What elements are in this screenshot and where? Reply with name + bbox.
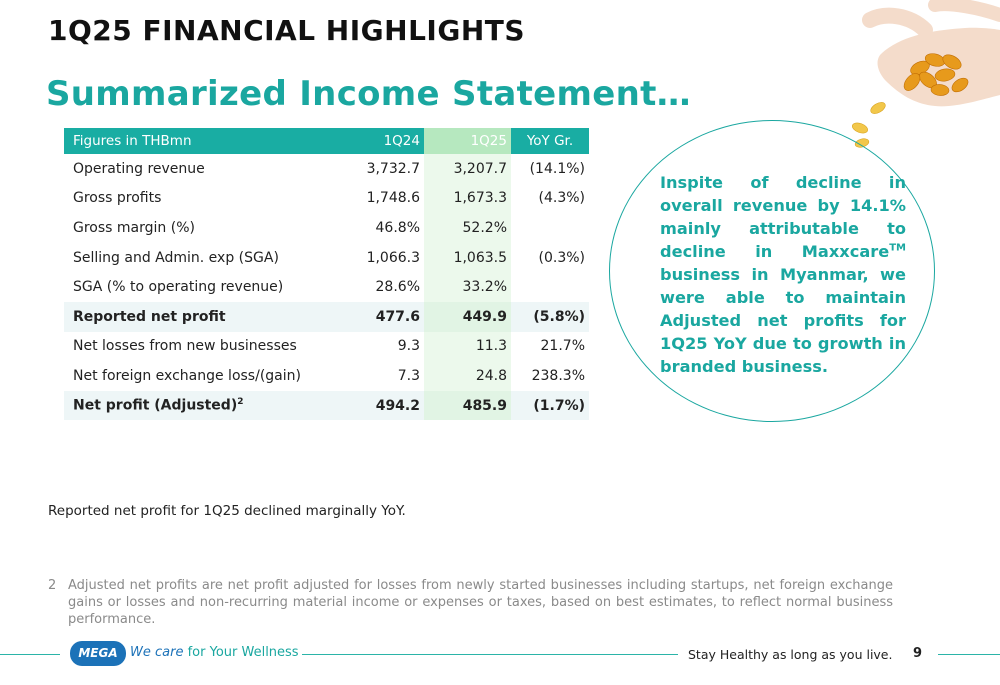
row-label: Gross profits xyxy=(73,190,162,207)
row-1q25: 33.2% xyxy=(424,272,511,302)
footnote xyxy=(48,577,893,628)
row-label: SGA (% to operating revenue) xyxy=(73,279,284,296)
summary-note: Reported net profit for 1Q25 declined marginally YoY. xyxy=(48,503,406,519)
footer-divider-left xyxy=(0,654,60,655)
section-subtitle: Summarized Income Statement… xyxy=(46,74,691,114)
table-row xyxy=(64,213,589,243)
table-row xyxy=(64,243,589,273)
footnote-number: 2 xyxy=(48,578,57,593)
row-yoy: (1.7%) xyxy=(511,391,589,421)
page-number: 9 xyxy=(913,646,923,661)
callout-text-part2: business in Myanmar, we were able to maintain Adjusted net profits for 1Q25 YoY due to growth in branded business. xyxy=(660,265,906,376)
tagline-rest: for Your Wellness xyxy=(187,645,299,660)
trademark-mark: TM xyxy=(889,242,906,254)
footnote-marker: 2 xyxy=(237,397,244,408)
row-1q25: 1,673.3 xyxy=(424,184,511,214)
row-yoy xyxy=(511,213,589,243)
row-label xyxy=(64,391,360,421)
row-label: Reported net profit xyxy=(64,302,360,332)
row-label: Gross margin (%) xyxy=(73,219,195,236)
row-1q24: 9.3 xyxy=(397,338,420,355)
row-1q25: 3,207.7 xyxy=(424,154,511,184)
row-1q25: 24.8 xyxy=(424,361,511,391)
row-1q25: 1,063.5 xyxy=(424,243,511,273)
footer-tagline xyxy=(130,645,299,660)
row-label-text: Net profit (Adjusted) xyxy=(73,397,238,414)
callout-text-part1: Inspite of decline in overall revenue by 14.1% mainly attributable to decline in Maxxcare xyxy=(660,173,906,261)
tagline-brand: We care xyxy=(130,645,184,660)
header-1q24: 1Q24 xyxy=(360,128,424,154)
row-yoy: 21.7% xyxy=(540,338,585,355)
row-1q25: 485.9 xyxy=(424,391,511,421)
row-1q24: 1,066.3 xyxy=(366,249,420,266)
row-yoy: (5.8%) xyxy=(511,302,589,332)
row-1q24: 1,748.6 xyxy=(366,190,420,207)
row-1q24: 28.6% xyxy=(375,279,420,296)
table-row xyxy=(64,154,589,184)
table-row xyxy=(64,302,589,332)
row-1q24: 46.8% xyxy=(375,219,420,236)
row-1q24: 7.3 xyxy=(397,367,420,384)
row-label: Net losses from new businesses xyxy=(73,338,297,355)
row-yoy: (14.1%) xyxy=(529,160,585,177)
row-yoy xyxy=(511,272,589,302)
table-row xyxy=(64,272,589,302)
row-yoy: 238.3% xyxy=(531,367,585,384)
table-row xyxy=(64,391,589,421)
row-1q25: 11.3 xyxy=(424,332,511,362)
row-1q25: 52.2% xyxy=(424,213,511,243)
row-1q24: 494.2 xyxy=(360,391,424,421)
table-row xyxy=(64,332,589,362)
row-yoy: (0.3%) xyxy=(538,249,585,266)
page-title: 1Q25 FINANCIAL HIGHLIGHTS xyxy=(48,14,526,47)
table-row xyxy=(64,361,589,391)
table-row xyxy=(64,184,589,214)
row-yoy: (4.3%) xyxy=(538,190,585,207)
row-label: Selling and Admin. exp (SGA) xyxy=(73,249,279,266)
header-1q25: 1Q25 xyxy=(424,128,511,154)
callout-text xyxy=(660,171,906,378)
row-label: Operating revenue xyxy=(73,160,205,177)
income-statement-table xyxy=(64,128,589,420)
footnote-text: Adjusted net profits are net profit adjusted for losses from newly started businesses including startups, net foreign exchange gains or losses and non-recurring material income or expenses or taxes, based on best estimates, to reflect normal business performance. xyxy=(68,578,893,627)
header-yoy: YoY Gr. xyxy=(511,128,589,154)
table-header-row xyxy=(64,128,589,154)
mega-logo: MEGA xyxy=(70,641,126,666)
row-1q24: 3,732.7 xyxy=(366,160,420,177)
footer-divider-middle xyxy=(302,654,678,655)
row-1q25: 449.9 xyxy=(424,302,511,332)
row-1q24: 477.6 xyxy=(360,302,424,332)
header-figures: Figures in THBmn xyxy=(64,128,360,154)
capsules-in-hand-image xyxy=(840,0,1000,150)
row-label: Net foreign exchange loss/(gain) xyxy=(73,367,301,384)
footer-divider-right xyxy=(938,654,1000,655)
footer-slogan: Stay Healthy as long as you live. xyxy=(688,647,893,662)
